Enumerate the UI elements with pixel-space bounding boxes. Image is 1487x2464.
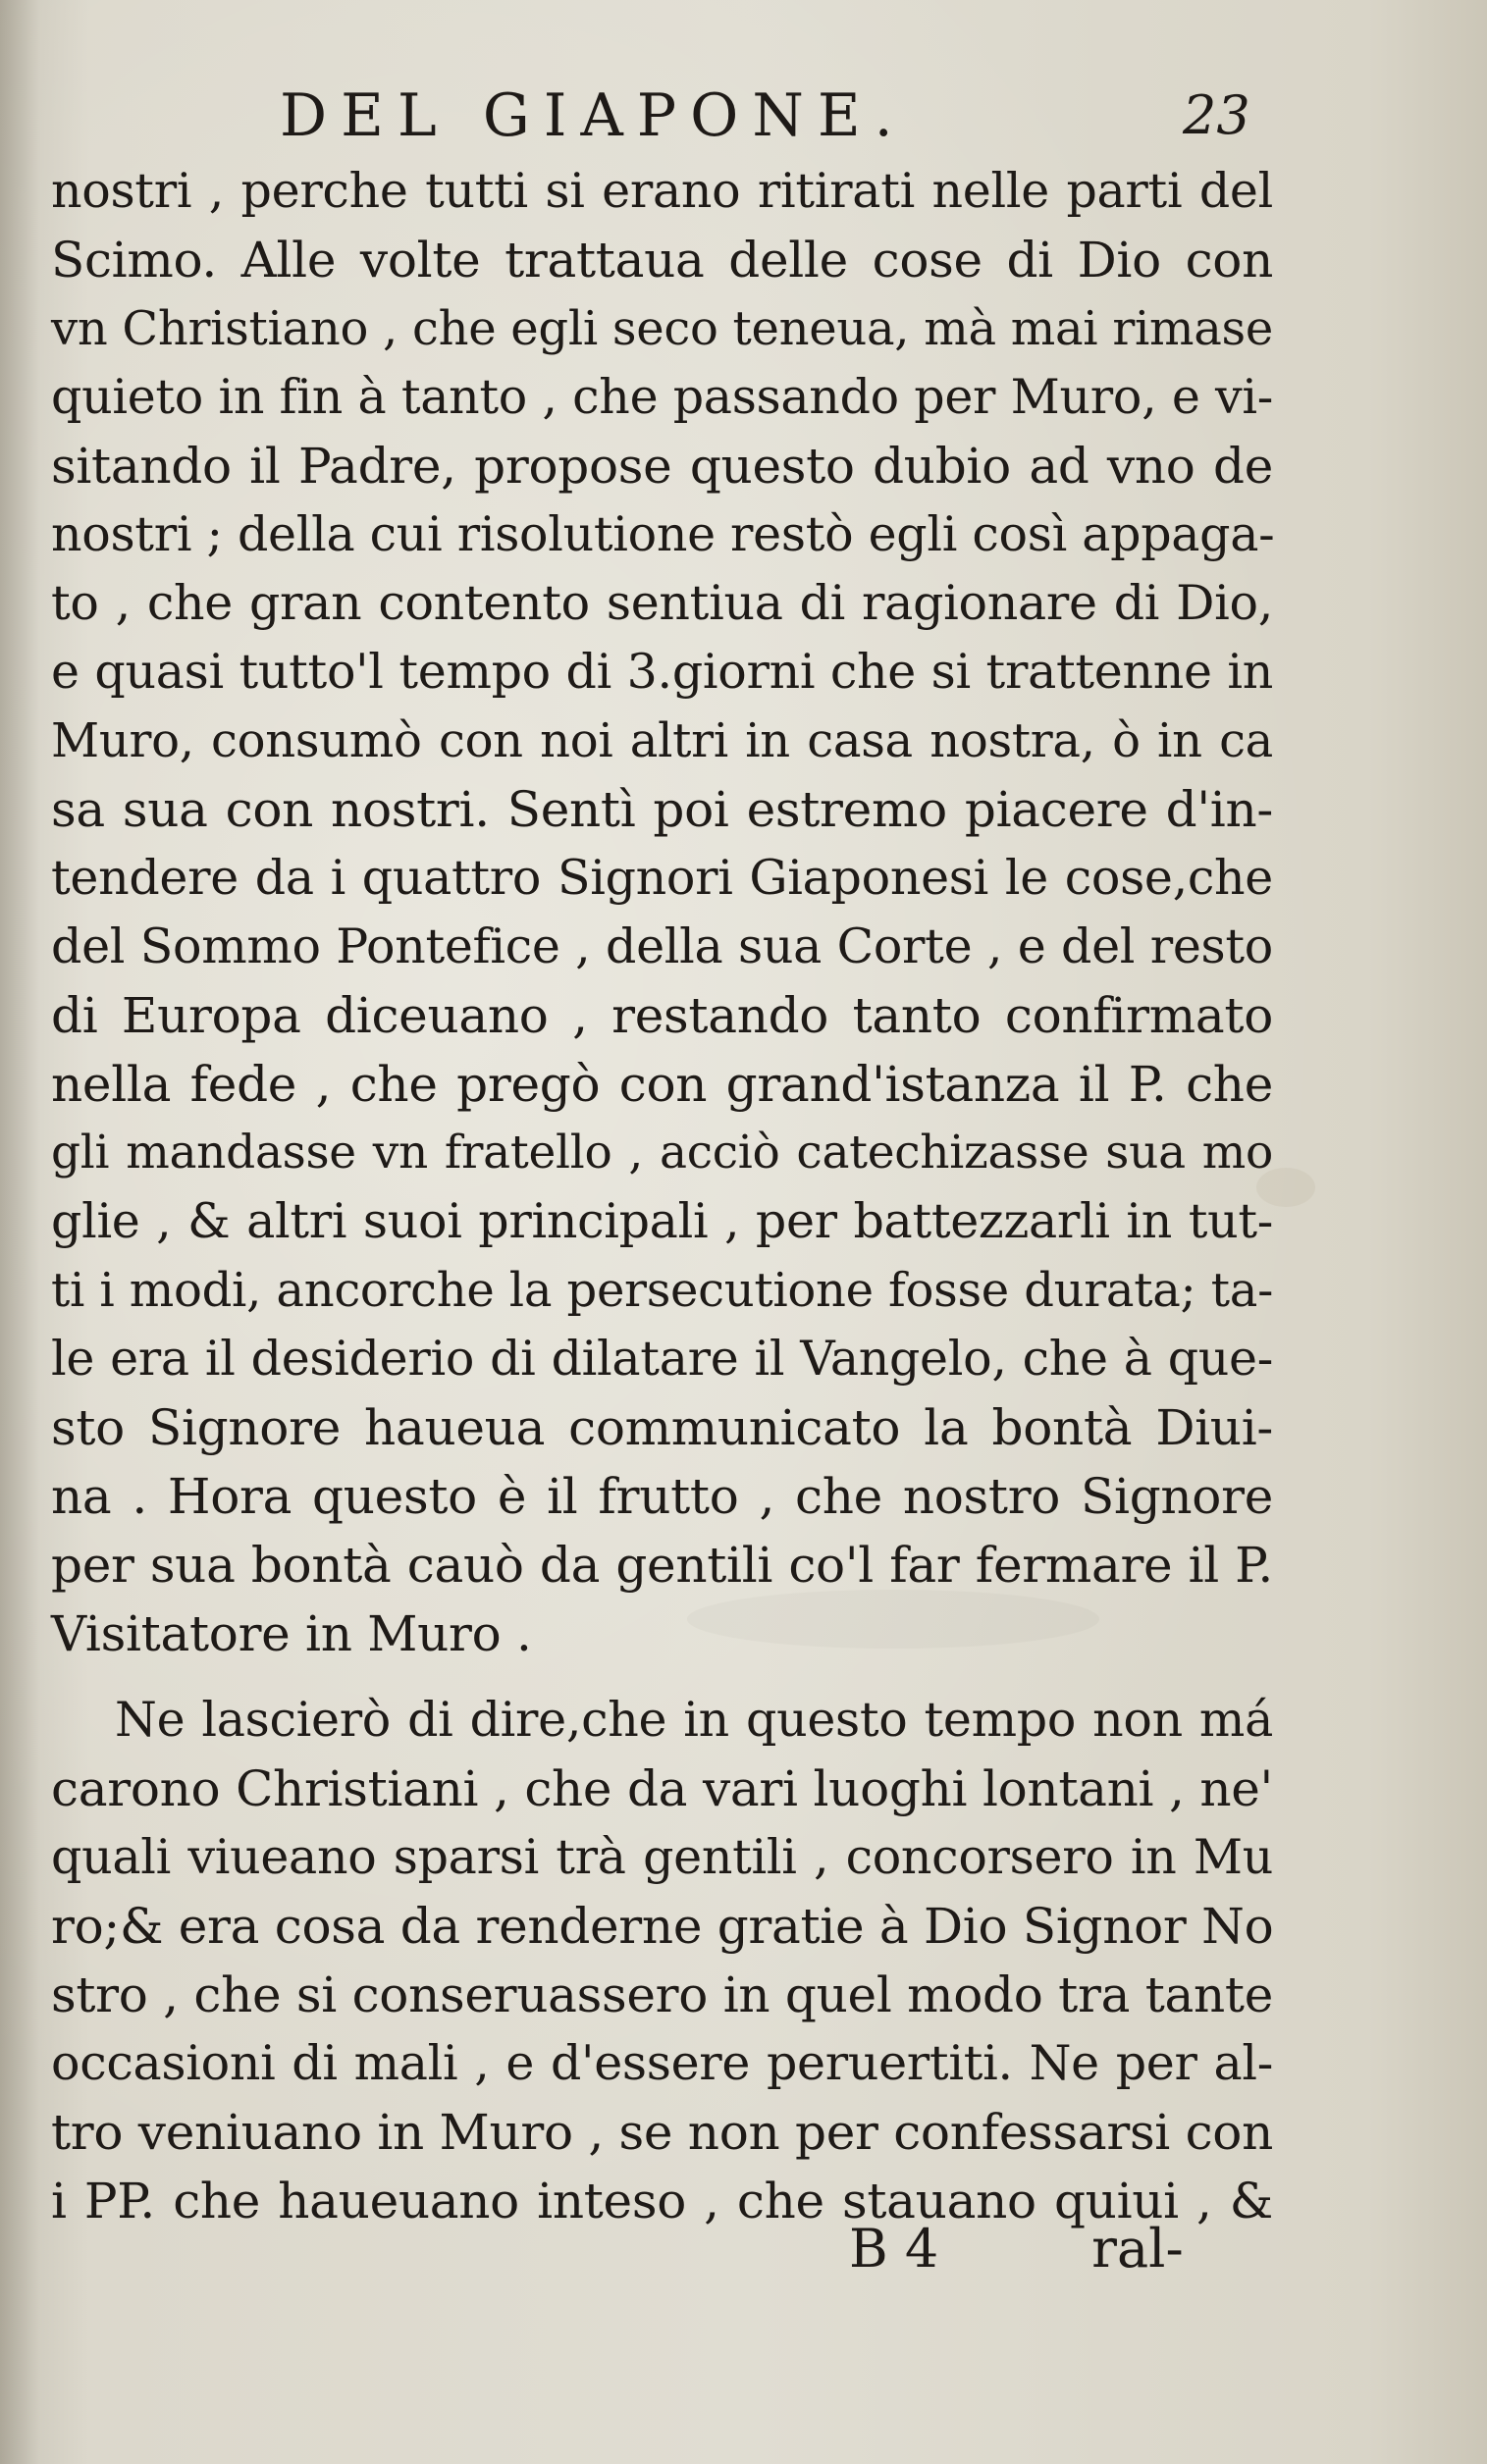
text-line: to , che gran contento sentiua di ragionare di Dio, bbox=[51, 575, 1273, 631]
text-line: quieto in fin à tanto , che passando per Muro, e vi- bbox=[51, 369, 1273, 425]
text-line: tendere da i quattro Signori Giaponesi le cose,che bbox=[51, 850, 1273, 906]
text-line: stro , che si conseruassero in quel modo tra tante bbox=[51, 1966, 1273, 2023]
text-line: nella fede , che pregò con grand'istanza il P. che bbox=[51, 1056, 1273, 1113]
body-text bbox=[51, 157, 1273, 2235]
paragraph-gap bbox=[51, 1668, 1273, 1686]
signature-mark: B 4 bbox=[849, 2218, 939, 2280]
text-line: ti i modi, ancorche la persecutione fosse durata; ta- bbox=[51, 1263, 1273, 1318]
text-line: glie , & altri suoi principali , per battezzarli in tut- bbox=[51, 1193, 1273, 1249]
text-line: occasioni di mali , e d'essere peruertiti. Ne per al- bbox=[51, 2035, 1273, 2091]
text-line: na . Hora questo è il frutto , che nostro Signore bbox=[51, 1468, 1273, 1525]
catchword: ral- bbox=[1091, 2218, 1184, 2280]
text-line: carono Christiani , che da vari luoghi lontani , ne' bbox=[51, 1760, 1273, 1817]
page-footer bbox=[849, 2210, 1184, 2288]
page-gutter-shadow bbox=[0, 0, 39, 2464]
text-line: del Sommo Pontefice , della sua Corte , e del resto bbox=[51, 918, 1273, 974]
text-line: Scimo. Alle volte trattaua delle cose di Dio con bbox=[51, 232, 1273, 288]
text-line: Ne lascierò di dire,che in questo tempo non má bbox=[115, 1692, 1273, 1748]
text-line: per sua bontà cauò da gentili co'l far fermare il P. bbox=[51, 1537, 1273, 1594]
text-line: i PP. che haueuano inteso , che stauano quiui , & bbox=[51, 2173, 1273, 2229]
paragraph-1 bbox=[51, 157, 1273, 1668]
text-line: le era il desiderio di dilatare il Vangelo, che à que- bbox=[51, 1331, 1273, 1387]
text-line: sa sua con nostri. Sentì poi estremo piacere d'in- bbox=[51, 781, 1273, 838]
text-line: Muro, consumò con noi altri in casa nostra, ò in ca bbox=[51, 713, 1273, 768]
page-number: 23 bbox=[1183, 84, 1250, 146]
text-line: nostri ; della cui risolutione restò egli così appaga- bbox=[51, 506, 1275, 562]
text-line: nostri , perche tutti si erano ritirati nelle parti del bbox=[51, 163, 1273, 219]
running-head-title: DEL GIAPONE. bbox=[280, 81, 907, 150]
text-line: e quasi tutto'l tempo di 3.giorni che si trattenne in bbox=[51, 644, 1273, 700]
text-line: Visitatore in Muro . bbox=[51, 1605, 532, 1662]
text-line: di Europa diceuano , restando tanto confirmato bbox=[51, 987, 1273, 1044]
text-line: tro veniuano in Muro , se non per confessarsi con bbox=[51, 2104, 1273, 2161]
paragraph-2 bbox=[51, 1686, 1273, 2235]
text-line: quali viueano sparsi trà gentili , concorsero in Mu bbox=[51, 1829, 1273, 1885]
text-line: gli mandasse vn fratello , acciò catechizasse sua mo bbox=[51, 1126, 1273, 1180]
text-line: sto Signore haueua communicato la bontà Diui- bbox=[51, 1399, 1273, 1456]
running-head bbox=[0, 77, 1487, 155]
text-line: vn Christiano , che egli seco teneua, mà mai rimase bbox=[51, 301, 1273, 356]
text-line: sitando il Padre, propose questo dubio ad vno de bbox=[51, 438, 1273, 495]
text-line: ro;& era cosa da renderne gratie à Dio Signor No bbox=[51, 1898, 1274, 1955]
